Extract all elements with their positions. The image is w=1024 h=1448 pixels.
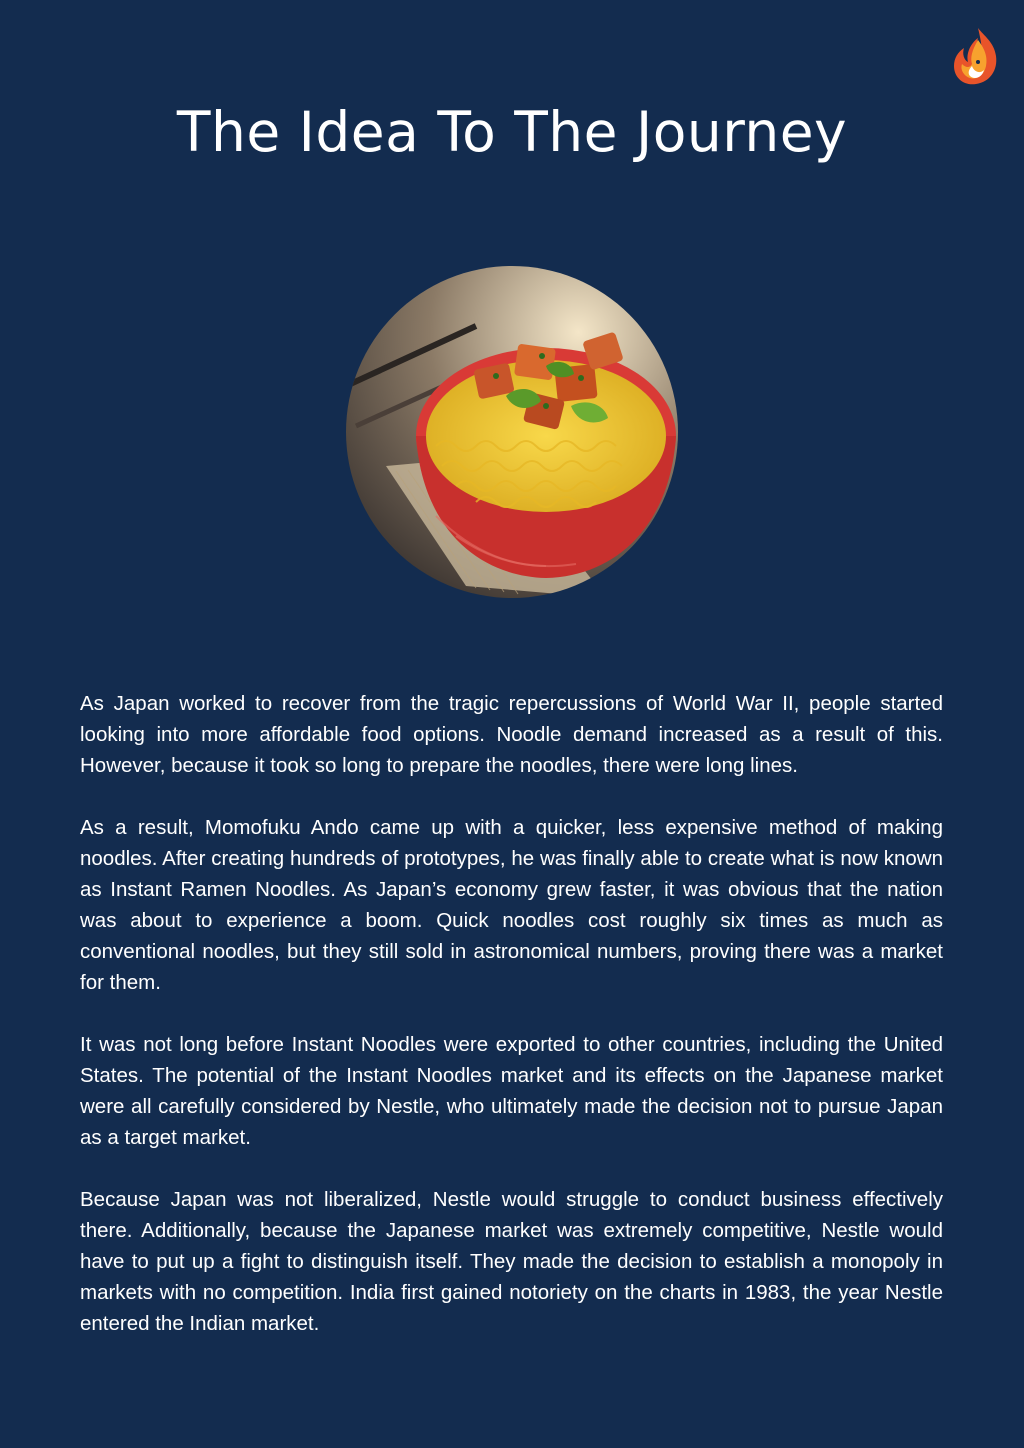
noodle-bowl-photo (346, 266, 678, 598)
paragraph-3: It was not long before Instant Noodles were exported to other countries, including the United States. The potential of the Instant Noodles market and its effects on the Japanese market were all carefully considered by Nestle, who ultimately made the decision not to pursue Japan as a target market. (80, 1033, 943, 1149)
page-title: The Idea To The Journey (176, 100, 848, 164)
paragraph-1: As Japan worked to recover from the tragic repercussions of World War II, people started looking into more affordable food options. Noodle demand increased as a result of this. However, because it took so long to prepare the noodles, there were long lines. (80, 692, 943, 777)
noodle-bowl-icon (346, 266, 678, 598)
flame-fox-icon (948, 26, 1002, 88)
paragraph-4: Because Japan was not liberalized, Nestle would struggle to conduct business effectively there. Additionally, because the Japanese market was extremely competitive, Nestle would have to put up a fight to distinguish itself. They made the decision to establish a monopoly in markets with no competition. India first gained notoriety on the charts in 1983, the year Nestle entered the Indian market. (80, 1188, 943, 1335)
paragraph-2: As a result, Momofuku Ando came up with a quicker, less expensive method of making noodles. After creating hundreds of prototypes, he was finally able to create what is now known as Instant Ramen Noodles. As Japan’s economy grew faster, it was obvious that the nation was about to experience a boom. Quick noodles cost roughly six times as much as conventional noodles, but they still sold in astronomical numbers, proving there was a market for them. (80, 816, 943, 994)
article-body (80, 688, 943, 1370)
